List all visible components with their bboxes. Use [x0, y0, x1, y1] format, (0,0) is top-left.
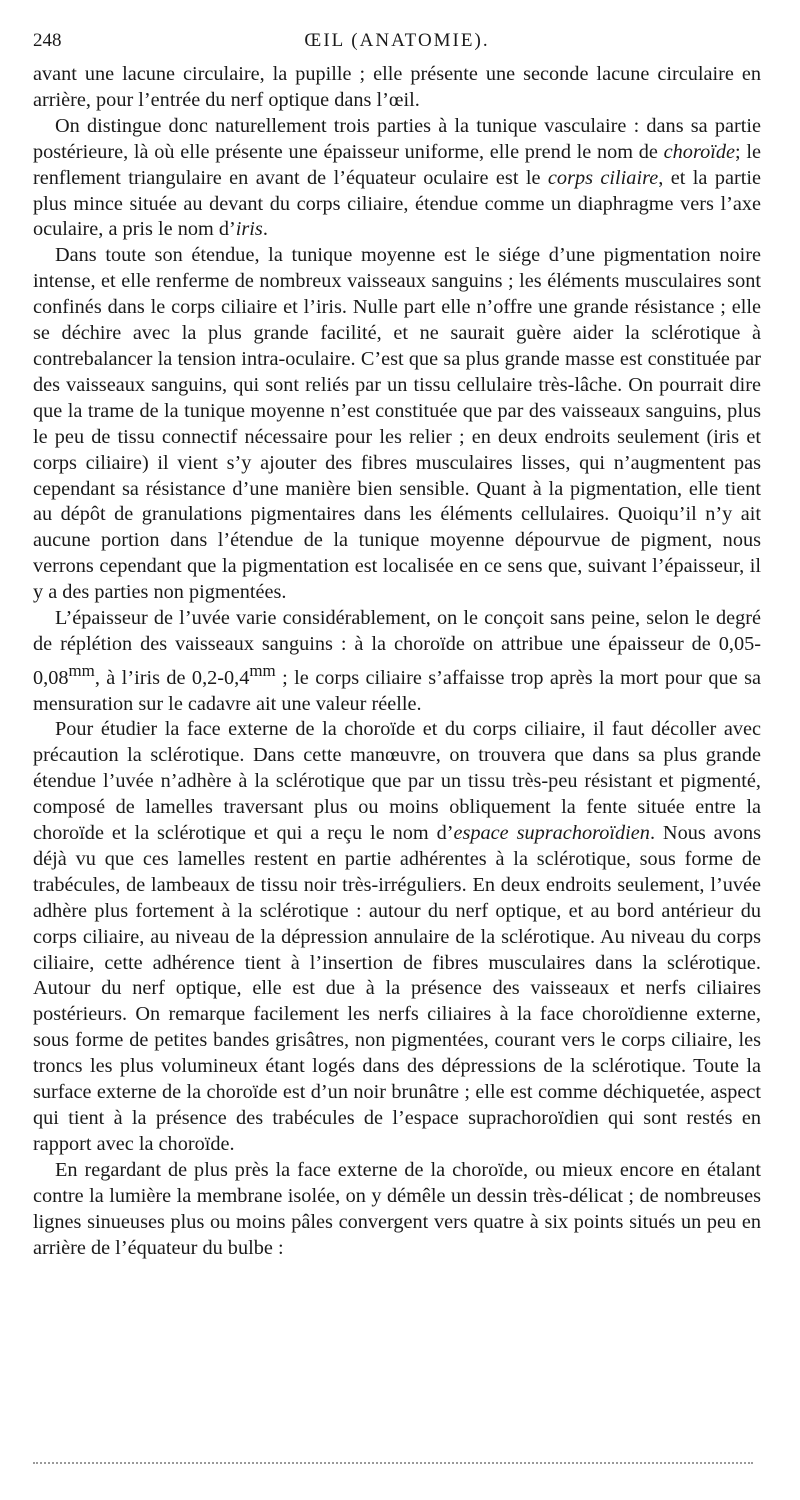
paragraph	[33, 717, 761, 1157]
text-run: Pour étudier la face externe de la choroïde et du corps ciliaire, il faut décoller avec précaution la sclérotique. Dans cette manœuvre, on trouvera que dans sa plus grande étendue l’uvée n’adhère à la sclérotique que par un tissu très-peu résistant et pigmenté, composé de lamelles traversant plus ou moins obliquement la fente située entre la choroïde et la sclérotique et qui a reçu le nom d’	[33, 718, 761, 845]
text-run: , et la partie plus mince située au devant du corps ciliaire, étendue comme un diaphragme vers l’axe oculaire, a pris le nom d’	[33, 166, 761, 241]
unit-superscript: mm	[249, 660, 276, 680]
text-run: En regardant de plus près la face externe de la choroïde, ou mieux encore en étalant contre la lumière la membrane isolée, on y démêle un dessin très-délicat ; de nombreuses lignes sinueuses plus ou moins pâles convergent vers quatre à six points situés un peu en arrière de l’équateur du bulbe :	[33, 1158, 761, 1259]
italic-term: espace suprachoroïdien	[453, 822, 650, 845]
running-header	[33, 30, 761, 62]
footer-rule	[33, 1462, 753, 1464]
text-run: ; le corps ciliaire s’affaisse trop après la mort pour que sa mensuration sur le cadavre ait une valeur réelle.	[33, 666, 762, 715]
paragraph	[33, 243, 761, 606]
text-run: ; le renflement triangulaire en avant de l’équateur oculaire est le	[33, 140, 761, 189]
text-run: Dans toute son étendue, la tunique moyenne est le siége d’une pigmentation noire intense, et elle renferme de nombreux vaisseaux sanguins ; les éléments musculaires sont confinés dans le corps ciliaire et l’iris. Nulle part elle n’offre une grande résistance ; elle se déchire avec la plus grande facilité, et ne saurait guère aider la sclérotique à contrebalancer la tension intra-oculaire. C’est que sa plus grande masse est constituée par des vaisseaux sanguins, qui sont reliés par un tissu cellulaire très-lâche. On pourrait dire que la trame de la tunique moyenne n’est constituée que par des vaisseaux sanguins, plus le peu de tissu connectif nécessaire pour les relier ; en deux endroits seulement (iris et corps ciliaire) il vient s’y ajouter des fibres musculaires lisses, qui n’augmentent pas cependant sa résistance d’une manière bien sensible. Quant à la pigmentation, elle tient au dépôt de granulations pigmentaires dans les éléments cellulaires. Quoiqu’il n’y ait aucune portion dans l’étendue de la tunique moyenne dépourvue de pigment, nous verrons cependant que la pigmentation est localisée en ce sens que, suivant l’épaisseur, il y a des parties non pigmentées.	[33, 244, 761, 604]
unit-superscript: mm	[68, 660, 95, 680]
italic-term: corps ciliaire	[547, 166, 659, 189]
running-title: ŒIL (ANATOMIE).	[304, 30, 490, 51]
page-number: 248	[33, 30, 62, 51]
paragraph	[33, 606, 761, 717]
italic-term: choroïde	[663, 140, 735, 163]
paragraph	[33, 1158, 761, 1262]
text-run: avant une lacune circulaire, la pupille ; elle présente une seconde lacune circulaire en arrière, pour l’entrée du nerf optique dans l’œil.	[33, 63, 761, 111]
text-run: , à l’iris de 0,2-0,4	[94, 666, 250, 689]
paragraph	[33, 114, 761, 244]
text-run: .	[262, 218, 268, 241]
body-text	[33, 62, 761, 1261]
book-page	[33, 30, 761, 1261]
text-run: L’épaisseur de l’uvée varie considérablement, on le conçoit sans peine, selon le degré de réplétion des vaisseaux sanguins : à la choroïde on attribue une épaisseur de 0,05-0,08	[33, 607, 761, 689]
italic-term: iris	[235, 218, 263, 241]
text-run: . Nous avons déjà vu que ces lamelles restent en partie adhérentes à la sclérotique, sous forme de trabécules, de lambeaux de tissu noir très-irréguliers. En deux endroits seulement, l’uvée adhère plus fortement à la sclérotique : autour du nerf optique, et au bord antérieur du corps ciliaire, au niveau de la dépression annulaire de la sclérotique. Au niveau du corps ciliaire, cette adhérence tient à l’insertion de fibres musculaires dans la sclérotique. Autour du nerf optique, elle est due à la présence des vaisseaux et nerfs ciliaires postérieurs. On remarque facilement les nerfs ciliaires à la face choroïdienne externe, sous forme de petites bandes grisâtres, non pigmentées, courant vers le corps ciliaire, les troncs les plus volumineux étant logés dans des dépressions de la sclérotique. Toute la surface externe de la choroïde est d’un noir brunâtre ; elle est comme déchiquetée, aspect qui tient à la présence des trabécules de l’espace suprachoroïdien qui sont restés en rapport avec la choroïde.	[33, 822, 761, 1155]
paragraph	[33, 62, 761, 114]
text-run: On distingue donc naturellement trois parties à la tunique vasculaire : dans sa partie postérieure, là où elle présente une épaisseur uniforme, elle prend le nom de	[33, 114, 761, 163]
